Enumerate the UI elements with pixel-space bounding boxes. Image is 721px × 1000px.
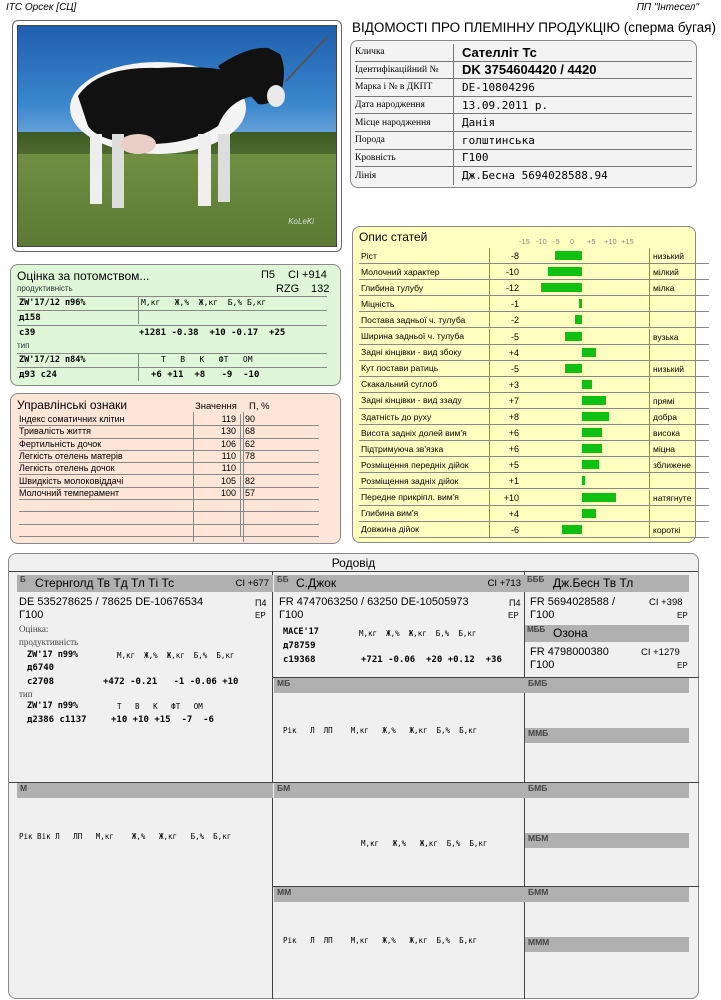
id-value: DK 3754604420 / 4420 (453, 62, 596, 79)
scale-tick: -10 (536, 237, 547, 246)
mmm-tag: МММ (528, 937, 550, 947)
id-label: Кровність (355, 152, 396, 163)
trait-value: +4 (489, 506, 523, 521)
sire-tag: Б (20, 575, 26, 584)
mgmt-row (19, 488, 319, 500)
trait-name: Ширина задньої ч. тулуба (361, 331, 464, 342)
mgmt-value (195, 512, 240, 523)
opis-row (359, 457, 709, 473)
id-value: голштинська (453, 132, 535, 149)
bb-cols: М,кг Ж,% Ж,кг Б,% Б,кг (359, 629, 477, 638)
trait-bar (582, 380, 592, 389)
mgmt-row (19, 512, 319, 524)
mgmt-row (19, 426, 319, 438)
trait-name: Міцність (361, 298, 395, 309)
trait-name: Задні кінцівки - вид ззаду (361, 395, 462, 406)
bb-ep: EP (508, 611, 519, 620)
mgmt-name: Швидкість молоковіддачі (19, 475, 124, 486)
sire-prod-cols: М,кг Ж,% Ж,кг Б,% Б,кг (117, 651, 235, 660)
opis-row (359, 296, 709, 312)
mgmt-percent (240, 525, 280, 536)
mgmt-name: Легкість отелень дочок (19, 463, 115, 474)
trait-value: +5 (489, 457, 523, 472)
progeny-ci: CI +914 (288, 269, 327, 281)
trait-value: +10 (489, 490, 523, 505)
bb-tag: ББ (277, 575, 289, 584)
mgmt-col1: Значення (195, 401, 237, 412)
mgmt-row (19, 525, 319, 537)
prod-cols: М,кг Ж,% Ж,кг Б,% Б,кг (141, 298, 267, 307)
sire-id: DE 535278625 / 78625 DE-10676534 (19, 596, 204, 608)
id-row (355, 167, 692, 185)
trait-desc (649, 296, 653, 311)
trait-name: Постава задньої ч. тулуба (361, 314, 466, 325)
mbm-tag: МБМ (528, 833, 549, 843)
trait-value: +3 (489, 377, 523, 392)
opis-row (359, 425, 709, 441)
trait-name: Розміщення задніх дійок (361, 475, 459, 486)
trait-bar (582, 460, 599, 469)
bbb-ci: CI +398 (649, 597, 683, 608)
trait-desc: міцна (649, 441, 675, 456)
mm-bar (274, 887, 525, 902)
trait-name: Молочний характер (361, 266, 440, 277)
mgmt-value (195, 500, 240, 511)
sire-type-cols: Т В К ФТ ОМ (117, 702, 203, 711)
bb-name: С.Джок (296, 576, 337, 590)
opis-row (359, 441, 709, 457)
trait-bar (565, 332, 582, 341)
trait-bar (582, 348, 596, 357)
trait-bar (541, 283, 582, 292)
trait-desc: вузька (649, 329, 679, 344)
bbb-tag: БББ (527, 575, 545, 584)
scale-tick: 0 (570, 237, 575, 246)
mb-bar (274, 678, 525, 693)
trait-name: Передне прикріпл. вим'я (361, 492, 459, 503)
trait-desc (649, 345, 653, 360)
trait-value: -5 (489, 361, 523, 376)
trait-value: -6 (489, 522, 523, 537)
mb-tag: МБ (277, 678, 291, 688)
mgmt-value (195, 525, 240, 536)
bmm-bar (525, 887, 689, 902)
sire-type-label: тип (19, 689, 33, 699)
mgmt-value: 105 (220, 475, 236, 486)
trait-bar (582, 493, 616, 502)
sire-type-head: ZW'17 п99% (27, 701, 79, 711)
trait-bar (555, 251, 582, 260)
mgmt-percent: 82 (240, 476, 280, 487)
mgmt-percent (240, 500, 280, 511)
trait-name: Розміщення передніх дійок (361, 459, 469, 470)
trait-desc: прямі (649, 393, 675, 408)
mgmt-name (19, 512, 195, 523)
progeny-box (10, 264, 341, 386)
trait-value: -10 (489, 264, 523, 279)
prod-head: ZW'17/12 п96% (19, 298, 86, 308)
type-dc: д93 с24 (19, 370, 57, 380)
opis-row (359, 506, 709, 522)
opis-row (359, 377, 709, 393)
mgmt-name: Легкість отелень матерів (19, 450, 123, 461)
opis-row (359, 522, 709, 538)
mgmt-percent: 68 (240, 426, 280, 437)
cow-image (18, 26, 337, 247)
id-row (355, 114, 692, 132)
trait-bar (562, 525, 582, 534)
bull-photo (12, 20, 342, 252)
dam-cols: Рік Вік Л ЛП М,кг Ж,% Ж,кг Б,% Б,кг (19, 832, 232, 841)
rzg-value: 132 (311, 283, 330, 295)
opis-row (359, 329, 709, 345)
trait-bar (582, 444, 602, 453)
dam-bar (17, 783, 273, 798)
type-label: тип (17, 341, 30, 350)
mgmt-title: Управлінські ознаки (17, 398, 128, 412)
mgmt-percent: 62 (240, 439, 280, 450)
trait-value: +4 (489, 345, 523, 360)
prod-vals: +1281 -0.38 +10 -0.17 +25 (139, 328, 286, 338)
id-value: 13.09.2011 р. (453, 97, 548, 114)
trait-desc (649, 506, 653, 521)
scale-tick: -15 (519, 237, 530, 246)
id-value: Сателліт Тс (453, 44, 537, 61)
id-label: Марка і № в ДКПТ (355, 82, 433, 93)
id-value: DE-10804296 (453, 79, 535, 96)
management-box (10, 393, 341, 544)
scale-tick: +5 (587, 237, 596, 246)
opis-row (359, 361, 709, 377)
bb-id: FR 4747063250 / 63250 DE-10505973 (279, 596, 469, 608)
progeny-p: П5 (261, 269, 276, 281)
mgmt-name: Індекс соматичних клітин (19, 414, 125, 424)
trait-bar (582, 428, 602, 437)
mbb-tag: МББ (527, 625, 546, 634)
trait-name: Глибина тулубу (361, 282, 424, 293)
sire-d: д6740 (27, 663, 55, 673)
trait-desc: висока (649, 425, 680, 440)
sire-prod-label: продуктивність (19, 637, 79, 647)
mgmt-row (19, 414, 319, 426)
trait-desc: добра (649, 409, 677, 424)
trait-value: -2 (489, 312, 523, 327)
sire-blood: Г100 (19, 609, 44, 621)
trait-name: Глибина вим'я (361, 508, 419, 519)
mgmt-value: 119 (221, 414, 236, 424)
trait-value: +6 (489, 441, 523, 456)
id-row (355, 150, 692, 168)
trait-desc: мілкий (649, 264, 679, 279)
trait-value: +7 (489, 393, 523, 408)
scale-tick: +10 (604, 237, 617, 246)
opis-row (359, 248, 709, 264)
trait-desc: зближене (649, 457, 691, 472)
id-row (355, 132, 692, 150)
trait-name: Підтримуюча зв'язка (361, 443, 444, 454)
mgmt-row (19, 463, 319, 475)
trait-name: Скакальний суглоб (361, 379, 438, 390)
opis-row (359, 490, 709, 506)
bb-vals: +721 -0.06 +20 +0.12 +36 (361, 655, 502, 665)
pedigree-title: Родовід (331, 556, 376, 570)
trait-desc: низький (649, 361, 684, 376)
trait-bar (582, 476, 585, 485)
bbb-id: FR 5694028588 / (530, 596, 616, 608)
bb-c: с19368 (283, 655, 316, 665)
conformation-box (352, 226, 696, 543)
mgmt-percent (240, 463, 280, 474)
mbm-bar (525, 833, 689, 848)
id-row (355, 62, 692, 80)
opis-row (359, 312, 709, 328)
id-label: Дата народження (355, 100, 425, 111)
sire-sire-bar (274, 575, 525, 592)
trait-name: Задні кінцівки - вид збоку (361, 347, 462, 358)
trait-bar (548, 267, 582, 276)
sire-type-vals: +10 +10 +15 -7 -6 (111, 715, 214, 725)
photo-watermark: KoLeKi (288, 217, 314, 226)
bm-cols: М,кг Ж,% Ж,кг Б,% Б,кг (361, 839, 488, 848)
id-row (355, 97, 692, 115)
rzg-label: RZG (276, 283, 300, 295)
type-cols: Т В К ФТ ОМ (161, 355, 253, 364)
trait-value: +6 (489, 425, 523, 440)
opis-row (359, 345, 709, 361)
trait-bar (575, 315, 582, 324)
mgmt-value: 110 (221, 450, 236, 461)
mbb-ci: CI +1279 (641, 647, 680, 658)
sire-type-dc: д2386 с1137 (27, 715, 87, 725)
dam-tag: М (20, 783, 28, 793)
mgmt-row (19, 500, 319, 512)
identity-box (350, 40, 697, 188)
mbb-blood: Г100 (530, 659, 555, 671)
bbb-blood: Г100 (530, 609, 555, 621)
prod-c: c39 (19, 328, 36, 338)
bmb-tag: БМБ (528, 678, 548, 688)
prod-d: д158 (19, 313, 41, 323)
id-value: Данія (453, 114, 495, 131)
scale-tick: -5 (553, 237, 560, 246)
sire-ci: CI +677 (235, 578, 269, 589)
trait-value: +8 (489, 409, 523, 424)
id-label: Кличка (355, 47, 385, 58)
trait-value: +1 (489, 473, 523, 488)
mbb-bar (525, 625, 689, 642)
scale-tick: +15 (621, 237, 634, 246)
bb-d: д78759 (283, 641, 316, 651)
trait-desc: короткі (649, 522, 680, 537)
mgmt-value: 106 (220, 438, 236, 449)
bmb2-tag: БМБ (528, 783, 548, 793)
trait-bar (582, 396, 606, 405)
trait-desc: натягнуте (649, 490, 691, 505)
opis-row (359, 393, 709, 409)
bbb-ep: EP (677, 611, 688, 620)
id-row (355, 44, 692, 62)
trait-name: Довжина дійок (361, 524, 419, 535)
mm-cols: Рік Л ЛП М,кг Ж,% Ж,кг Б,% Б,кг (283, 936, 478, 945)
sire-p: П4 (255, 598, 267, 608)
mm-tag: ММ (277, 887, 292, 897)
mbb-id: FR 4798000380 (530, 646, 609, 658)
id-row (355, 79, 692, 97)
mbb-ep: EP (677, 661, 688, 670)
pedigree-box (8, 553, 699, 999)
prod-label: продуктивність (17, 284, 73, 293)
opis-title: Опис статей (359, 230, 428, 244)
id-label: Місце народження (355, 117, 431, 128)
header-right: ПП "Інтесел" (636, 2, 699, 13)
mgmt-value: 130 (220, 426, 236, 437)
mgmt-percent: 78 (240, 451, 280, 462)
trait-desc (649, 377, 653, 392)
sire-prod-head: ZW'17 п99% (27, 650, 79, 660)
bbb-name: Дж.Бесн Тв Тл (553, 576, 634, 590)
trait-bar (582, 412, 609, 421)
mgmt-name: Тривалість життя (19, 426, 91, 437)
bbb-bar (525, 575, 689, 592)
bm-tag: БМ (277, 783, 291, 793)
mgmt-value: 110 (221, 463, 236, 474)
type-vals: +6 +11 +8 -9 -10 (151, 370, 260, 380)
trait-name: Здатність до руху (361, 411, 432, 422)
id-label: Лінія (355, 170, 377, 181)
trait-name: Кут постави ратиць (361, 363, 439, 374)
sire-bar (17, 575, 273, 592)
trait-desc: мілка (649, 280, 674, 295)
mgmt-value: 100 (220, 487, 236, 498)
bb-ci: CI +713 (487, 578, 521, 589)
mgmt-name: Фертильність дочок (19, 438, 102, 449)
sire-ep: EP (255, 611, 266, 620)
mgmt-name: Молочний темперамент (19, 487, 120, 498)
trait-bar (579, 299, 582, 308)
sire-name: Стернголд Тв Тд Тл Ті Тс (35, 576, 175, 590)
bb-p: П4 (509, 598, 521, 608)
sire-eval: Оцінка: (19, 624, 49, 634)
bb-head: MACE'17 (283, 627, 319, 637)
sire-prod-vals: +472 -0.21 -1 -0.06 +10 (103, 677, 239, 687)
mmb-bar (525, 728, 689, 743)
trait-value: -1 (489, 296, 523, 311)
mbb-name: Озона (553, 626, 588, 640)
mgmt-name (19, 500, 195, 511)
mgmt-col2: П, % (249, 401, 270, 412)
trait-desc (649, 312, 653, 327)
type-head: ZW'17/12 п84% (19, 355, 86, 365)
bmb2-bar (525, 783, 689, 798)
trait-name: Ріст (361, 250, 377, 261)
bm-bar (274, 783, 525, 798)
id-label: Порода (355, 135, 385, 146)
bb-blood: Г100 (279, 609, 304, 621)
opis-row (359, 280, 709, 296)
mgmt-row (19, 476, 319, 488)
id-label: Ідентифікаційний № (355, 64, 439, 75)
trait-bar (565, 364, 582, 373)
mgmt-row (19, 439, 319, 451)
page-title: ВІДОМОСТІ ПРО ПЛЕМІННУ ПРОДУКЦІЮ (сперма бугая) (352, 20, 716, 35)
trait-value: -5 (489, 329, 523, 344)
mgmt-percent (240, 512, 280, 523)
progeny-title: Оцінка за потомством... (17, 269, 150, 283)
trait-value: -12 (489, 280, 523, 295)
trait-value: -8 (489, 248, 523, 263)
trait-desc: низький (649, 248, 684, 263)
opis-row (359, 264, 709, 280)
mmb-tag: ММБ (528, 728, 549, 738)
mmm-bar (525, 937, 689, 952)
mb-cols: Рік Л ЛП М,кг Ж,% Ж,кг Б,% Б,кг (283, 726, 478, 735)
mgmt-percent: 90 (240, 414, 280, 425)
trait-bar (582, 509, 596, 518)
opis-row (359, 409, 709, 425)
trait-name: Висота задніх долей вим'я (361, 427, 467, 438)
bmb-bar (525, 678, 689, 693)
bmm-tag: БММ (528, 887, 549, 897)
id-value: Г100 (453, 150, 489, 167)
mgmt-percent: 57 (240, 488, 280, 499)
header-left: ITC Орсек [СЦ] (6, 2, 77, 13)
trait-desc (649, 473, 653, 488)
mgmt-name (19, 525, 195, 536)
opis-row (359, 473, 709, 489)
sire-c: с2708 (27, 677, 55, 687)
id-value: Дж.Бесна 5694028588.94 (453, 167, 608, 185)
mgmt-row (19, 451, 319, 463)
